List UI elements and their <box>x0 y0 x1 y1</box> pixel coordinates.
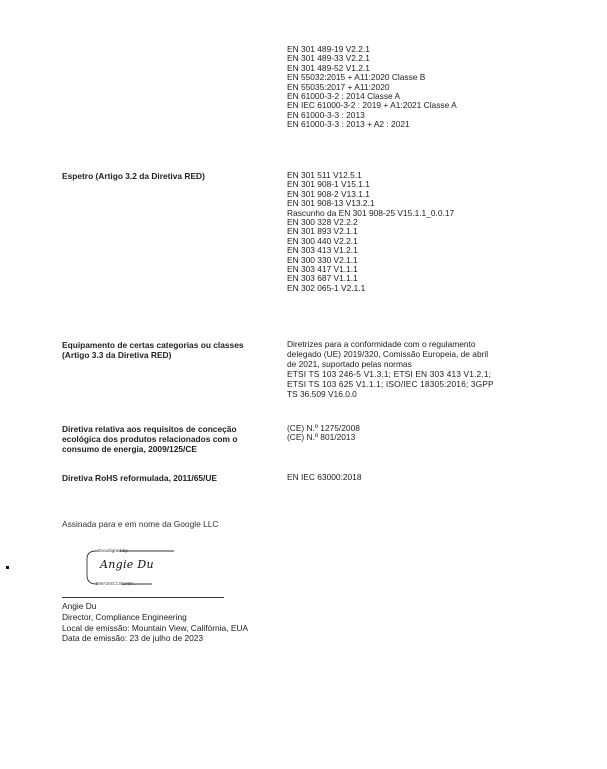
spectrum-standard: EN 301 908-13 V13.2.1 <box>287 198 375 209</box>
issue-place: Local de emissão: Mountain View, Califórnia, EUA <box>62 622 249 633</box>
spectrum-standard: EN 302 065-1 V2.1.1 <box>287 282 366 293</box>
docusign-id: 989A308CC0524BF... <box>96 581 137 586</box>
ecodesign-label-line: Diretiva relativa aos requisitos de conceção <box>62 424 237 434</box>
emc-standard: EN 301 489-33 V2.2.1 <box>287 53 370 64</box>
equipment-label-line: Equipamento de certas categorias ou classes <box>62 340 244 350</box>
emc-standard: EN 55032:2015 + A11:2020 Classe B <box>287 72 426 83</box>
ecodesign-values <box>287 424 555 443</box>
emc-standard: EN 55035:2017 + A11:2020 <box>287 81 390 92</box>
signed-for-text: Assinada para e em nome da Google LLC <box>62 519 219 529</box>
equipment-text-line: delegado (UE) 2019/320, Comissão Europeia, de abril <box>287 348 489 359</box>
spectrum-standard: EN 301 908-2 V13.1.1 <box>287 188 370 199</box>
emc-standard: EN 61000-3-3 : 2013 <box>287 109 365 120</box>
signatory-info <box>62 601 248 644</box>
spectrum-standard: EN 300 440 V2.2.1 <box>287 235 358 246</box>
spectrum-standard: EN 300 328 V2.2.2 <box>287 217 358 228</box>
spectrum-standard: EN 303 413 V1.2.1 <box>287 245 358 256</box>
equipment-label <box>62 340 277 360</box>
emc-standard: EN 301 489-52 V1.2.1 <box>287 62 370 73</box>
emc-standard: EN 61000-3-3 : 2013 + A2 : 2021 <box>287 119 410 130</box>
ecodesign-label-line: ecológica dos produtos relacionados com o <box>62 434 238 445</box>
spectrum-standard: EN 300 330 V2.1.1 <box>287 254 358 265</box>
equipment-text-line: ETSI TS 103 246-5 V1.3.1; ETSI EN 303 413 V1.2.1; <box>287 368 492 379</box>
margin-bullet <box>6 566 9 569</box>
ecodesign-label-line: consumo de energia, 2009/125/CE <box>62 444 197 455</box>
spectrum-standard: EN 301 908-1 V15.1.1 <box>287 179 370 190</box>
emc-standard: EN IEC 61000-3-2 : 2019 + A1:2021 Classe A <box>287 100 457 111</box>
emc-standard: EN 61000-3-2 : 2014 Classe A <box>287 91 401 102</box>
docusign-label: DocuSigned by: <box>98 548 129 553</box>
equipment-text-line: TS 36.509 V16.0.0 <box>287 388 357 399</box>
rohs-label: Diretiva RoHS reformulada, 2011/65/UE <box>62 473 218 483</box>
signatory-name: Angie Du <box>62 601 97 611</box>
equipment-text-line: ETSI TS 103 625 V1.1.1; ISO/IEC 18305:2016; 3GPP <box>287 378 494 389</box>
rohs-value: EN IEC 63000:2018 <box>287 472 362 482</box>
issue-date: Data de emissão: 23 de julho de 2023 <box>62 633 204 644</box>
equipment-text-line: Diretrizes para a conformidade com o regulamento <box>287 339 476 349</box>
spectrum-standard: EN 301 893 V2.1.1 <box>287 226 358 237</box>
equipment-text <box>287 340 555 399</box>
emc-standards-list <box>287 45 555 130</box>
docusign-signature <box>82 548 182 588</box>
ecodesign-regulation: (CE) N.º 801/2013 <box>287 432 356 443</box>
equipment-label-line: (Artigo 3.3 da Diretiva RED) <box>62 350 172 361</box>
handwritten-signature: Angie Du <box>100 558 154 571</box>
equipment-text-line: de 2021, suportado pelas normas <box>287 358 412 369</box>
signatory-title: Director, Compliance Engineering <box>62 611 187 622</box>
ecodesign-label <box>62 424 277 455</box>
spectrum-label: Espetro (Artigo 3.2 da Diretiva RED) <box>62 171 205 181</box>
spectrum-standard: EN 303 417 V1.1.1 <box>287 264 358 275</box>
spectrum-standard: EN 303 687 V1.1.1 <box>287 273 358 284</box>
spectrum-standard: Rascunho da EN 301 908-25 V15.1.1_0.0.17 <box>287 207 455 218</box>
spectrum-standard: EN 301 511 V12.5.1 <box>287 170 362 180</box>
signature-line <box>62 597 224 598</box>
emc-standard: EN 301 489-19 V2.2.1 <box>287 44 370 54</box>
ecodesign-regulation: (CE) N.º 1275/2008 <box>287 423 360 433</box>
spectrum-standards-list <box>287 171 555 293</box>
